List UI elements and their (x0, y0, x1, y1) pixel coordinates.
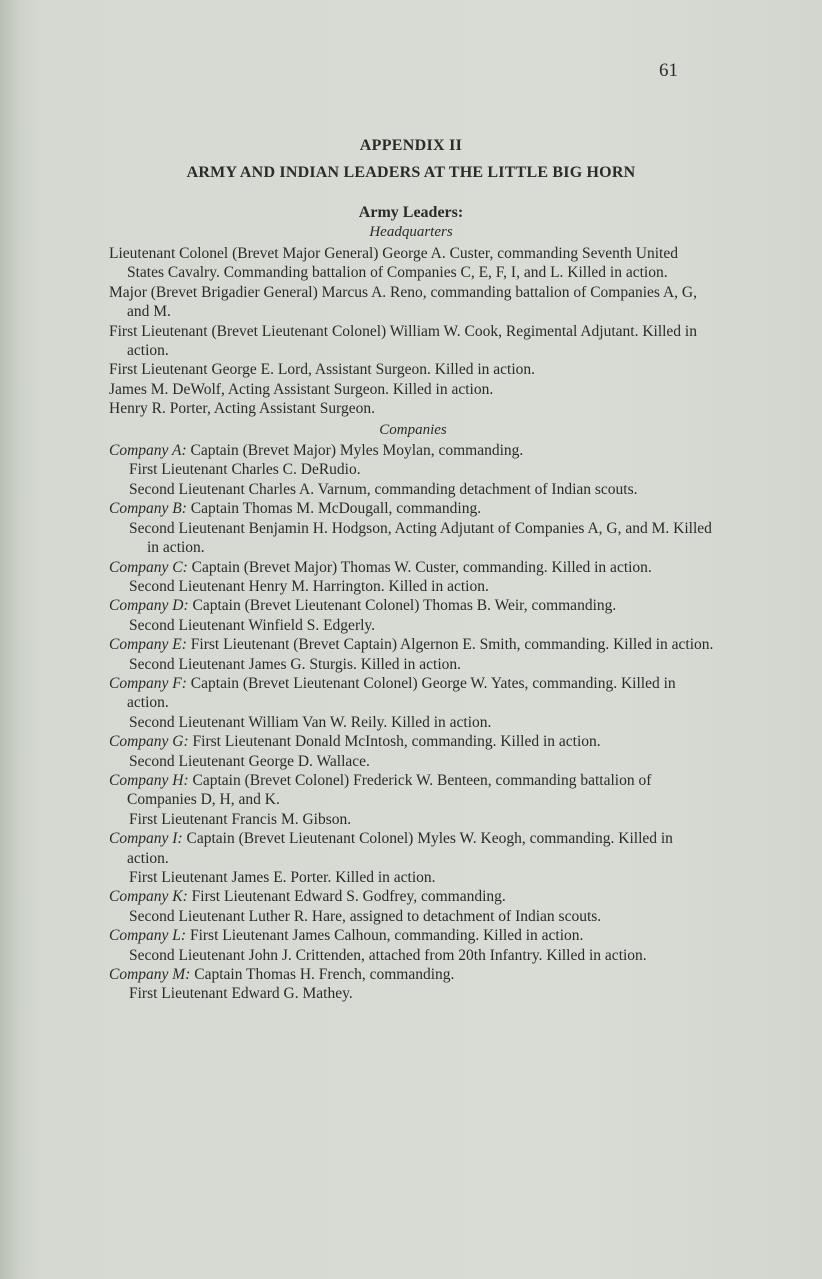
officer-entry: Second Lieutenant Charles A. Varnum, commanding detachment of Indian scouts. (129, 480, 638, 498)
company-commander: Captain (Brevet Major) Myles Moylan, commanding. (186, 442, 524, 460)
company-label: Company H: (109, 771, 189, 789)
company-label: Company D: (109, 597, 189, 615)
hq-entry: First Lieutenant (Brevet Lieutenant Colonel) William W. Cook, Regimental Adjutant. Killed in action. (109, 322, 697, 360)
page-title: ARMY AND INDIAN LEADERS AT THE LITTLE BIG HORN (186, 164, 636, 181)
officer-entry: First Lieutenant Francis M. Gibson. (129, 810, 352, 828)
company-label: Company B: (109, 500, 187, 518)
company-commander: Captain (Brevet Lieutenant Colonel) Thomas B. Weir, commanding. (188, 597, 617, 615)
officer-entry: Second Lieutenant George D. Wallace. (129, 752, 370, 770)
company-entry-m (109, 965, 717, 984)
company-label: Company K: (109, 888, 188, 906)
company-entry-g (109, 732, 717, 751)
company-label: Company L: (109, 927, 187, 945)
company-commander: First Lieutenant Donald McIntosh, commanding. Killed in action. (188, 733, 601, 751)
company-commander: Captain Thomas M. McDougall, commanding. (186, 500, 482, 518)
officer-entry: First Lieutenant Charles C. DeRudio. (129, 461, 361, 479)
company-commander: Captain (Brevet Lieutenant Colonel) Myles W. Keogh, commanding. Killed in action. (127, 830, 673, 867)
hq-entry: Henry R. Porter, Acting Assistant Surgeon. (109, 400, 376, 418)
company-entry-l (109, 926, 717, 945)
page-number: 61 (659, 60, 678, 81)
officer-entry: Second Lieutenant Luther R. Hare, assigned to detachment of Indian scouts. (129, 907, 602, 925)
company-label: Company I: (109, 830, 183, 848)
hq-entry: Lieutenant Colonel (Brevet Major General) George A. Custer, commanding Seventh United States Cavalry. Commanding battalion of Companies C, E, F, I, and L. Killed in action. (109, 245, 678, 282)
officer-entry: Second Lieutenant William Van W. Reily. Killed in action. (129, 713, 492, 731)
headquarters-heading: Headquarters (369, 224, 453, 240)
company-label: Company E: (109, 636, 187, 654)
company-commander: Captain (Brevet Colonel) Frederick W. Benteen, commanding battalion of Companies D, H, and K. (127, 771, 652, 809)
company-entry-e (109, 635, 717, 654)
company-label: Company F: (109, 674, 187, 692)
company-label: Company C: (109, 558, 188, 576)
company-label: Company G: (109, 733, 189, 751)
company-entry-f (109, 674, 717, 713)
companies-heading: Companies (379, 421, 447, 438)
company-entry-c (109, 558, 717, 577)
hq-entry: First Lieutenant George E. Lord, Assistant Surgeon. Killed in action. (109, 361, 536, 379)
officer-entry: Second Lieutenant Henry M. Harrington. Killed in action. (129, 577, 489, 595)
company-entry-i (109, 829, 717, 868)
leaders-list (109, 244, 717, 1004)
company-entry-a (109, 441, 717, 460)
army-leaders-heading: Army Leaders: (358, 204, 464, 221)
company-entry-k (109, 887, 717, 906)
company-commander: Captain (Brevet Major) Thomas W. Custer, commanding. Killed in action. (187, 558, 652, 576)
officer-entry: First Lieutenant James E. Porter. Killed in action. (129, 869, 436, 886)
officer-entry: Second Lieutenant John J. Crittenden, attached from 20th Infantry. Killed in action. (129, 946, 647, 964)
officer-entry: Second Lieutenant Winfield S. Edgerly. (129, 616, 376, 634)
company-commander: First Lieutenant (Brevet Captain) Algernon E. Smith, commanding. Killed in action. (186, 636, 714, 654)
officer-entry: Second Lieutenant James G. Sturgis. Killed in action. (129, 655, 462, 673)
company-commander: Captain (Brevet Lieutenant Colonel) George W. Yates, commanding. Killed in action. (127, 674, 676, 712)
company-entry-d (109, 596, 717, 615)
company-entry-h (109, 771, 717, 810)
appendix-label: APPENDIX II (359, 137, 463, 154)
hq-entry: James M. DeWolf, Acting Assistant Surgeon. Killed in action. (109, 380, 494, 398)
officer-entry: First Lieutenant Edward G. Mathey. (129, 985, 353, 1003)
company-commander: Captain Thomas H. French, commanding. (190, 966, 455, 984)
company-entry-b (109, 499, 717, 518)
hq-entry: Major (Brevet Brigadier General) Marcus A. Reno, commanding battalion of Companies A, G, and M. (109, 283, 697, 321)
company-label: Company A: (109, 442, 187, 460)
company-commander: First Lieutenant James Calhoun, commanding. Killed in action. (186, 927, 584, 945)
company-label: Company M: (109, 966, 191, 984)
company-commander: First Lieutenant Edward S. Godfrey, commanding. (187, 888, 506, 906)
officer-entry: Second Lieutenant Benjamin H. Hodgson, Acting Adjutant of Companies A, G, and M. Killed in action. (129, 519, 712, 557)
